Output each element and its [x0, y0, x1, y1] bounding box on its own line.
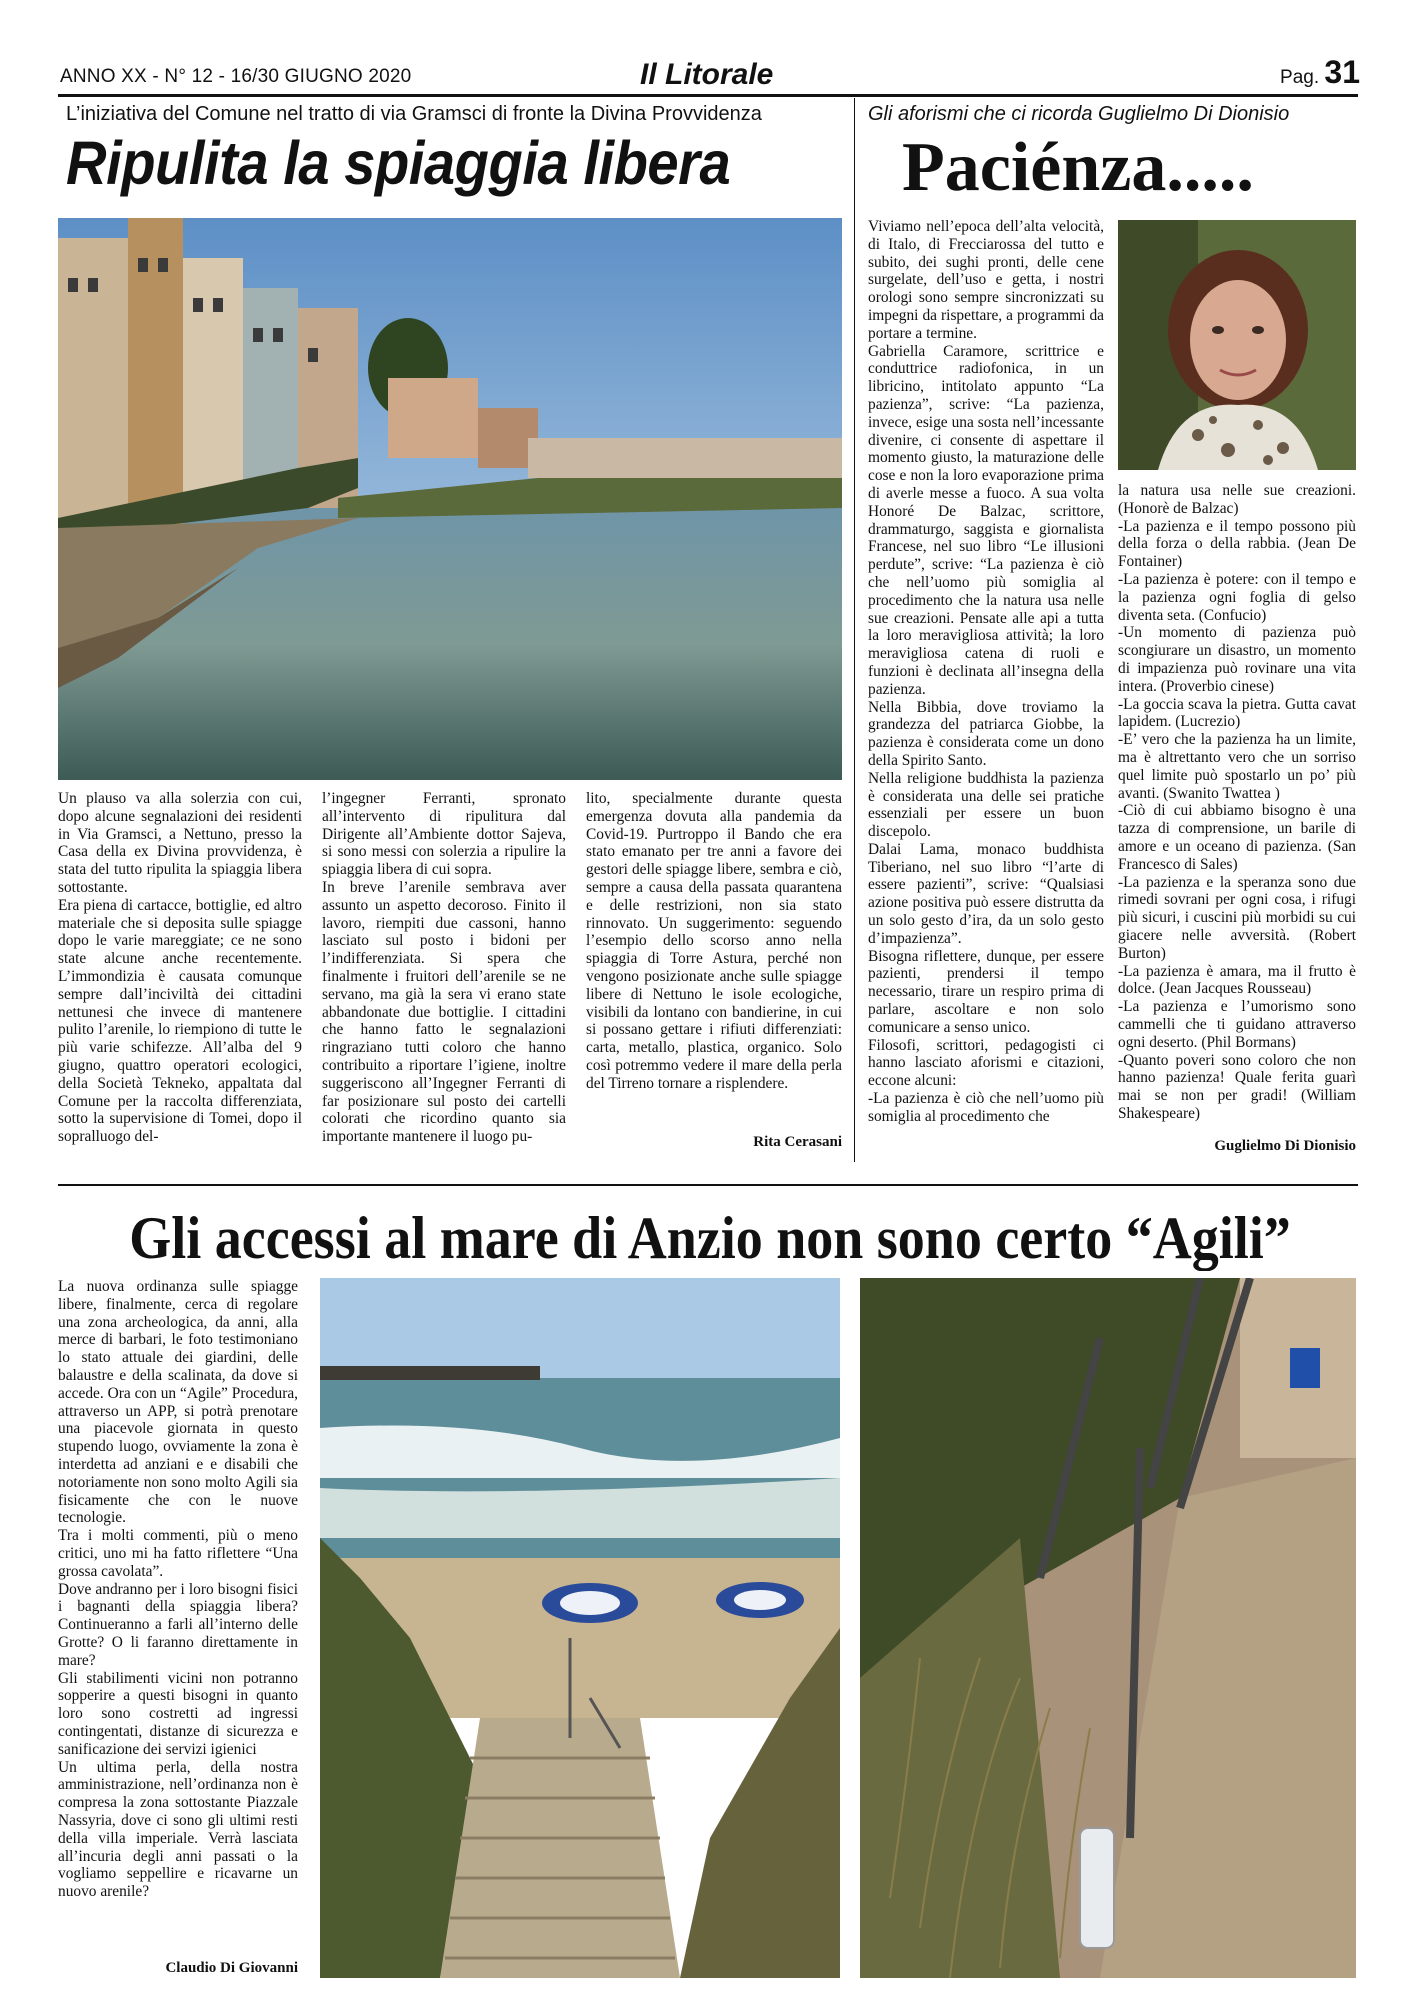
paragraph: -La pazienza è amara, ma il frutto è dolce. (Jean Jacques Rousseau)	[1118, 962, 1356, 998]
article2-title: Paciénza.....	[902, 129, 1254, 206]
paragraph: la natura usa nelle sue creazioni. (Honorè de Balzac)	[1118, 482, 1356, 517]
photo-beach-town-icon	[58, 218, 842, 780]
article3-column	[58, 1278, 298, 1958]
paragraph: In breve l’arenile sembrava aver assunto un aspetto decoroso. Finito il lavoro, riempiti due cassoni, hanno lasciato sul posto i bidoni per l’indifferenziata. Si spera che finalmente i fruitori dell’arenile se ne servano, ma già la sera vi erano state abbandonate due bottiglie. I cittadini che hanno fatto le segnalazioni ringraziano tutti coloro che hanno contribuito a riportare l’igiene, inoltre suggeriscono all’Ingegner Ferranti di far posizionare sul posto dei cartelli colorati che ricordino quanto sia importante mantenere il luogo pu-	[322, 878, 566, 1146]
paragraph: Gabriella Caramore, scrittrice e conduttrice radiofonica, in un libricino, intitolato appunto “La pazienza”, scrive: “La pazienza, invece, esige una sosta nell’incessante divenire, ci consente di aspettare il momento giusto, la maturazione delle cose e non la loro evaporazione prima di averle messe a fuoco. A sua volta Honoré De Balzac, scrittore, drammaturgo, saggista e giornalista Francese, nel suo libro “Le illusioni perdute”, scrive: “La pazienza è ciò che nell’uomo più somiglia al procedimento che la natura usa nelle sue creazioni. Pensate alle api a tutta la loro meravigliosa attività; la loro meravigliosa catena di ruoli e funzioni è declinata all’insegna della pazienza.	[868, 342, 1104, 698]
article3-title: Gli accessi al mare di Anzio non sono certo “Agili”	[129, 1205, 1291, 1271]
article3-author: Claudio Di Giovanni	[165, 1960, 298, 1976]
photo-dune-railing-icon	[860, 1278, 1356, 1978]
portrait-photo	[1118, 220, 1356, 470]
paragraph: Dove andranno per i loro bisogni fisici i bagnanti della spiaggia libera? Continueranno a farli all’interno delle Grotte? O li faranno direttamente in mare?	[58, 1580, 298, 1669]
article1-column-3	[586, 790, 842, 1130]
page-label: Pag.	[1280, 67, 1320, 88]
page-number-value: 31	[1324, 54, 1360, 90]
paragraph: Viviamo nell’epoca dell’alta velocità, di Italo, di Frecciarossa del tutto e subito, dei sughi pronti, delle cene surgelate, dell’uso e getta, i nostri orologi sono sempre sincronizzati su impegni da rispettare, a programmi da portare a termine.	[868, 218, 1104, 342]
article2-author: Guglielmo Di Dionisio	[1214, 1138, 1356, 1154]
article1-kicker: L’iniziativa del Comune nel tratto di via Gramsci di fronte la Divina Provvidenza	[66, 103, 762, 125]
paragraph: l’ingegner Ferranti, spronato all’intervento di ripulitura dal Dirigente all’Ambiente dottor Sajeva, si sono messi con solerzia a ripulire la spiaggia libera di cui sopra.	[322, 790, 566, 879]
paragraph: -Ciò di cui abbiamo bisogno è una tazza di comprensione, un barile di amore e un oceano di pazienza. (San Francesco di Sales)	[1118, 802, 1356, 873]
paragraph: La nuova ordinanza sulle spiagge libere, finalmente, cerca di regolare una zona archeologica, da anni, alla merce di barbari, le foto testimoniano lo stato attuale dei giardini, delle balaustre e della scalinata, da dove si accede. Ora con un “Agile” Procedura, attraverso un APP, si potrà prenotare una piacevole giornata in questo stupendo luogo, ovviamente la zona è interdetta ad anziani e e disabili che notoriamente non sono molto Agili sia fisicamente che con le nuove tecnologie.	[58, 1278, 298, 1527]
paragraph: Gli stabilimenti vicini non potranno sopperire a questi bisogni in quanto loro sono costretti ad ingressi contingentati, distanze di sicurezza e sanificazione dei servizi igienici	[58, 1669, 298, 1758]
paragraph: Filosofi, scrittori, pedagogisti ci hanno lasciato aforismi e citazioni, eccone alcuni:	[868, 1036, 1104, 1090]
paragraph: Era piena di cartacce, bottiglie, ed altro materiale che si deposita sulle spiagge dopo le varie mareggiate; ce ne sono state alcune anche recentemente. L’immondizia è causata comunque sempre dall’inciviltà dei cittadini nettunesi che invece di mantenere pulito l’arenile, lo riempiono di tutte le più varie schifezze. All’alba del 9 giugno, quattro operatori ecologici, della Società Tekneko, appaltata dal Comune per la raccolta differenziata, sotto la supervisione di Tomei, dopo il sopralluogo del-	[58, 896, 302, 1146]
portrait-woman-icon	[1118, 220, 1356, 470]
section-rule	[58, 1184, 1358, 1186]
article1-column-1	[58, 790, 302, 1152]
article1-author: Rita Cerasani	[753, 1134, 842, 1150]
paragraph: Bisogna riflettere, dunque, per essere pazienti, prendersi il tempo necessario, tirare un respiro prima di parlare, ascoltare e non solo comunicare a senso unico.	[868, 947, 1104, 1036]
article1-column-2	[322, 790, 566, 1152]
article2-column-1	[868, 218, 1104, 1153]
paragraph: -Quanto poveri sono coloro che non hanno pazienza! Quale ferita guarì mai se non per gradi! (William Shakespeare)	[1118, 1051, 1356, 1122]
paragraph: -La goccia scava la pietra. Gutta cavat lapidem. (Lucrezio)	[1118, 695, 1356, 731]
beach-stairs-photo	[320, 1278, 840, 1978]
photo-beach-stairs-icon	[320, 1278, 840, 1978]
page-number	[1280, 54, 1360, 91]
header-rule	[58, 94, 1358, 97]
article2-column-2	[1118, 482, 1356, 1147]
paragraph: Dalai Lama, monaco buddhista Tiberiano, nel suo libro “l’arte di essere pazienti”, scrive: “Qualsiasi azione positiva può essere distrutta da un solo gesto d’ira, da un solo gesto d’impazienza”.	[868, 840, 1104, 947]
paragraph: Nella Bibbia, dove troviamo la grandezza del patriarca Giobbe, la pazienza è considerata come un dono della Spirito Santo.	[868, 698, 1104, 769]
paragraph: Un ultima perla, della nostra amministrazione, nell’ordinanza non è compresa la zona sottostante Piazzale Nassyria, dove ci sono gli ultimi resti della villa imperiale. Verrà lasciata all’incuria degli anni passati o la vogliamo seppellire e ricavarne un nuovo arenile?	[58, 1758, 298, 1901]
paragraph: Nella religione buddhista la pazienza è considerata una delle sei pratiche essenziali per essere un buon discepolo.	[868, 769, 1104, 841]
paragraph: -La pazienza e la speranza sono due rimedi sovrani per ogni cosa, i rifugi più sicuri, i cuscini più morbidi su cui giacere nelle avversità. (Robert Burton)	[1118, 873, 1356, 962]
paragraph: -La pazienza e l’umorismo sono cammelli che ti guidano attraverso ogni deserto. (Phil Bormans)	[1118, 998, 1356, 1051]
paragraph: -La pazienza è potere: con il tempo e la pazienza ogni foglia di gelso diventa seta. (Confucio)	[1118, 570, 1356, 624]
paragraph: -Un momento di pazienza può scongiurare un disastro, un momento di impazienza può rovinare una vita intera. (Proverbio cinese)	[1118, 624, 1356, 695]
paragraph: Un plauso va alla solerzia con cui, dopo alcune segnalazioni dei residenti in Via Gramsci, a Nettuno, presso la Casa della ex Divina provvidenza, è stata del tutto ripulita la spiaggia libera sottostante.	[58, 790, 302, 896]
paragraph: -La pazienza è ciò che nell’uomo più somiglia al procedimento che	[868, 1090, 1104, 1125]
paragraph: -La pazienza e il tempo possono più della forza o della rabbia. (Jean De Fontainer)	[1118, 517, 1356, 571]
beach-photo	[58, 218, 842, 780]
paragraph: Tra i molti commenti, più o meno critici, uno mi ha fatto riflettere “Una grossa cavolata”.	[58, 1527, 298, 1580]
masthead-logo: Il Litorale	[640, 58, 774, 91]
column-divider-vertical	[854, 98, 855, 1162]
paragraph: -E’ vero che la pazienza ha un limite, ma è altrettanto vero che un sorriso quel limite può spostarlo un po’ più avanti. (Swanito Twattea )	[1118, 731, 1356, 802]
article1-title: Ripulita la spiaggia libera	[66, 129, 731, 197]
issue-info: ANNO XX - N° 12 - 16/30 GIUGNO 2020	[60, 66, 412, 87]
paragraph: lito, specialmente durante questa emergenza dovuta alla pandemia da Covid-19. Purtroppo il Bando che era stato emanato per tre anni a favore dei gestori delle spiagge libere, sembra e ciò, sempre a causa della passata quarantena e delle restrizioni, non sia stato rinnovato. Un suggerimento: seguendo l’esempio dello scorso anno nella spiaggia di Torre Astura, perché non vengono posizionate anche sulle spiagge libere di Nettuno le isole ecologiche, visibili da lontano con bandierine, in cui si possano gettare i rifiuti differenziati: carta, metallo, plastica, organico. Solo così potremmo vedere il mare della perla del Tirreno tornare a risplendere.	[586, 790, 842, 1092]
article2-kicker: Gli aforismi che ci ricorda Guglielmo Di Dionisio	[868, 103, 1290, 125]
dune-railing-photo	[860, 1278, 1356, 1978]
